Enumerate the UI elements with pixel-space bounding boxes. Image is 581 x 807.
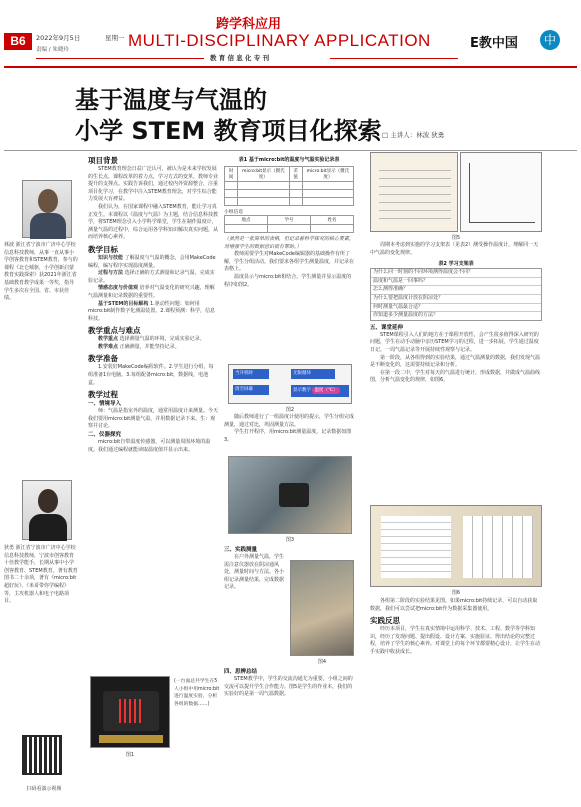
table-2-row: 你知道多少测量温度的方法？ bbox=[373, 312, 439, 319]
heading-process: 教学过程 bbox=[88, 390, 118, 400]
table-1-col-1: 地点 bbox=[225, 216, 268, 225]
table-2-title: 表2 学习支架表 bbox=[438, 261, 474, 268]
right-paragraph-3: 第一阶段，从各组得到的实验结果，通过气温测量的数据，我们发现气温是不断变化的，这需要持续记录和分析。 bbox=[370, 354, 541, 369]
step-1-text: 师：气温是指室外的温度，通常用温度计来测量。今天我们要用micro:bit测量气温，并用数据记录下来。生：观察并讨论。 bbox=[88, 408, 219, 430]
code-block-clear: 清空屏幕 bbox=[233, 385, 269, 395]
table-1 bbox=[224, 156, 354, 289]
column-2-section-4 bbox=[224, 668, 354, 699]
heading-prep: 教学准备 bbox=[88, 354, 118, 364]
header-rule bbox=[4, 66, 577, 68]
mid-paragraph-3: 温度显示与micro:bit相结合，学生测量并显示温度的程序如图2。 bbox=[224, 273, 352, 288]
table-2-row: 何时测量气温最合适？ bbox=[371, 304, 541, 313]
column-3-bottom bbox=[370, 598, 542, 657]
section-4-title: 四、思辨总结 bbox=[224, 669, 258, 675]
figure-6-caption: 图6 bbox=[451, 590, 461, 596]
brand-mark-icon: 中 bbox=[540, 30, 560, 50]
table-2-row: 为什么要把温度计放在阴凉处？ bbox=[371, 295, 541, 304]
right-paragraph-1: 周期本考虑到实施的学习支架表（见表2）测受操作温度计，理解同一天中气温的变化规律。 bbox=[370, 242, 539, 256]
heading-background: 项目背景 bbox=[88, 156, 118, 165]
mid-paragraph-2: 教师需要学生对MakeCode编辑器的基础操作有所了解，学生分组活动。我们要求各组学生测量温度，并记录在表格上。 bbox=[224, 251, 355, 273]
focus-1-title: 教学重点 bbox=[98, 336, 119, 343]
code-block-onstart: 当开机时 bbox=[233, 369, 269, 379]
figure-4-caption: 图4 bbox=[317, 659, 327, 665]
focus-2-title: 教学难点 bbox=[98, 343, 119, 350]
page-editor: 责编 / 朱晓玲 bbox=[36, 47, 69, 53]
step-2-text: micro:bit自带温度传感器，可以测量周围环境的温度。我们通过编程就能读取温度值并显示出来。 bbox=[88, 439, 211, 453]
goal-2-text: 选择正确的方式测量和记录气温，完成实验记录。 bbox=[88, 270, 215, 284]
figure-2-caption: 图2 bbox=[285, 407, 295, 413]
figure-5-worksheet bbox=[370, 152, 458, 232]
table-2-row: 为什么同一时刻的不同环境测得温度会不同？ bbox=[371, 269, 541, 278]
focus-2-text: 正确测量，并能坚持记录。 bbox=[119, 343, 180, 350]
section-3-text: 在户外测量气温，学生需注意仪器放在阴凉通风处，测量时间与方法。各小组记录测量结果，完成数据记录。 bbox=[224, 554, 285, 591]
column-line-right bbox=[330, 58, 458, 59]
goal-2-title: 过程与方法 bbox=[98, 270, 124, 277]
prep-text: 1.安装好MakeCode编程软件。2.学生进行分组，每组准备1台电脑。3.每组配备micro:bit，数据线，电池盒。 bbox=[88, 364, 214, 386]
figure-4-photo bbox=[290, 560, 354, 656]
author-bio-diyong: 狄勇 浙江省宁波市广济中心学校信息科技教师，宁波市创客教育十佳教学能手，长期从事中小学创客教育、STEM教育，著有教育图书二十余项，著有《micro:bit超好玩》、《米哥带你学编程》等，主攻机器人和电子电路项目。 bbox=[4, 545, 78, 605]
reflection-text: 经历本项目，学生在真实情境中运用科学、技术、工程、数学等学科知识，经历了发现问题、提出假设、设计方案、实施验证、得出结论的完整过程，培养了学生的核心素养。对课堂上的每个环节都要精心设计，让学生在动手实践中收获成长。 bbox=[370, 626, 541, 655]
section-5-title: 五、课堂延伸 bbox=[370, 324, 404, 331]
table-1-group-grid bbox=[224, 215, 354, 233]
mid2-paragraph-2: 学生打开程序，用micro:bit测量温度，记录数据如图3。 bbox=[224, 429, 352, 443]
section-banner: MULTI-DISCIPLINARY APPLICATION bbox=[128, 31, 431, 50]
goal-4-title: 基于STEM的目标解构 bbox=[98, 300, 149, 307]
section-3-title: 三、实践测量 bbox=[224, 547, 258, 553]
byline: □ 主讲人：林波 狄勇 bbox=[382, 131, 445, 139]
figure-5-caption: 图5 bbox=[451, 235, 461, 241]
column-line-left bbox=[36, 58, 204, 59]
mid2-paragraph-1: 随后教师进行了一组温度计使用的提示，学生分组完成测量，通过对比，巩固测量方法。 bbox=[224, 414, 355, 428]
figure-5-chart bbox=[460, 152, 542, 232]
section-5-text: STEM课程引入人们的地方在于课程开放性，会产生很多值得深入研究的问题，学生在动手动脑中亲历STEM学习的过程，进一步拓展。学生通过温度日记、一周气温记录等开展持续性观察与记录。 bbox=[370, 331, 539, 353]
qr-caption: 扫码看演示视频 bbox=[26, 786, 62, 792]
code-block-show: 显示数字 bbox=[293, 388, 311, 393]
table-1-col-2: 学号 bbox=[268, 216, 311, 225]
intro-paragraph-2: 我们认为，在国家课程中融入STEM教育，能让学习真正发生。本课程以《温度与气温》为主题，结合信息科技教学，将STEM理念引入小学科学课堂，学生在制作温度计，测量气温的过程中，综合运用各学科知识解决真实问题，从而培养核心素养。 bbox=[88, 203, 219, 241]
section-4-text: STEM教学中，学生的交流沟通尤为重要，小组之间的交流可以提升学生合作能力。图5是学生的作业本，我们的实验好的是第一周气温数据。 bbox=[224, 676, 353, 698]
table-1-group: 小组信息 bbox=[224, 210, 244, 215]
table-1-head-1: 时间 bbox=[225, 167, 238, 182]
table-2-row: 怎么测得准确？ bbox=[371, 286, 541, 295]
table-1-col-3: 姓名 bbox=[311, 216, 354, 225]
table-1-head-2: micro:bit显示（摄氏度） bbox=[238, 167, 289, 182]
headline-line-2: 小学 STEM 教育项目化探索 bbox=[75, 117, 382, 145]
heading-goals: 教学目标 bbox=[88, 244, 118, 254]
author-photo-diyong bbox=[22, 480, 72, 540]
code-block-forever: 无限循环 bbox=[291, 369, 335, 379]
table-1-grid bbox=[224, 166, 354, 206]
table-2 bbox=[370, 268, 542, 321]
intro-paragraph-1: STEM教育理念日益广泛认可，被认为是未来学校发展的生长点，课程改革的着力点，学习方式的变革，教师专业提升的支撑点。实践告诉我们，通过校内外资源整合，注重项目化学习，在教学中注入STEM教育理念，对学生综合能力发展大有裨益。 bbox=[88, 166, 219, 203]
column-2-middle bbox=[224, 414, 354, 444]
heading-focus: 教学重点与难点 bbox=[88, 326, 141, 336]
figure-1-caption: 图1 bbox=[125, 752, 135, 758]
figure-3-caption: 图3 bbox=[285, 537, 295, 543]
figure-2-code bbox=[228, 364, 352, 404]
goal-1-text: 了解温度与气温的概念，会用MakeCode编程，编写程序实现温度测量。 bbox=[88, 254, 216, 269]
goal-1-title: 知识与技能 bbox=[98, 254, 124, 261]
figure-1-microbit bbox=[90, 676, 170, 748]
section-kicker: 跨学科应用 bbox=[216, 17, 282, 32]
table-2-row: 温度和气温是一回事吗？ bbox=[371, 278, 541, 287]
figure-6-photo bbox=[370, 505, 542, 587]
column-1 bbox=[88, 156, 218, 454]
goal-4-text: 1.驱动性问题：如何用micro:bit制作数字化测温装置。2.课程预测：科学，信息科技。 bbox=[88, 300, 215, 322]
headline-line-1: 基于温度与气温的 bbox=[75, 86, 267, 114]
table-1-head-3: 差值 bbox=[289, 167, 302, 182]
goal-3-title: 情感态度与价值观 bbox=[98, 285, 139, 292]
code-block-temp: 温度（℃） bbox=[314, 388, 338, 393]
issue-weekday: 星期一 bbox=[105, 34, 125, 42]
brand-logo: E教中国 bbox=[470, 36, 518, 51]
mid-note: （虽然是一张简单的表格，但记录着科学探究的核心要素，对增强学生的数据意识很有帮助。） bbox=[224, 236, 355, 250]
column-name: 教 育 信 息 化 专 刊 bbox=[210, 54, 270, 62]
table-1-head-4: micro:bit显示（摄氏度） bbox=[302, 167, 353, 182]
step-1-title: 一、情境导入 bbox=[88, 401, 122, 408]
author-photo-linbo bbox=[22, 180, 72, 238]
issue-date: 2022年9月5日 bbox=[36, 34, 81, 42]
right-paragraph-5: 各组第二阶段的实验结果见图。如果micro:bit持续记录，可以自动获取数据，我们可以尝试把micro:bit作为数据采集器使用。 bbox=[370, 598, 538, 612]
author-bio-linbo: 林波 浙江省宁波市广济中心学校信息科技教师，从事一直从事小学创客教育和STEM教育，参与的课程《北仑城驱，小学创新启蒙教育实践探索》获2021年浙江省基础教育教学成果一等奖，指导学生多次在全国、省、市获佳绩。 bbox=[4, 242, 78, 302]
heading-reflection: 实践反思 bbox=[370, 616, 400, 626]
title-rule bbox=[4, 150, 577, 151]
focus-1-text: 选择测量气温的环境，完成实验记录。 bbox=[119, 336, 205, 343]
figure-3-photo bbox=[228, 456, 352, 534]
column-3-top bbox=[370, 242, 542, 385]
goal-3-text: 培养对气温变化的研究兴趣，理解气温测量和记录数据的重要性。 bbox=[88, 285, 215, 299]
qr-code[interactable] bbox=[22, 735, 62, 775]
table-1-title: 表1 基于micro:bit的温度与气温实验记录表 bbox=[238, 157, 340, 163]
step-2-title: 二、仪器探究 bbox=[88, 432, 122, 439]
right-paragraph-4: 在第一段二中，学生对每天的气温进行统计，形成数据，并做成气温曲线图，分析气温变化的规律，如图6。 bbox=[370, 369, 541, 384]
figure-1-note: (一台面总共学生在5人小组中用micro:bit进行温度实验，分析各组的数据……) bbox=[174, 679, 220, 707]
page-number-badge: B6 bbox=[4, 33, 32, 50]
